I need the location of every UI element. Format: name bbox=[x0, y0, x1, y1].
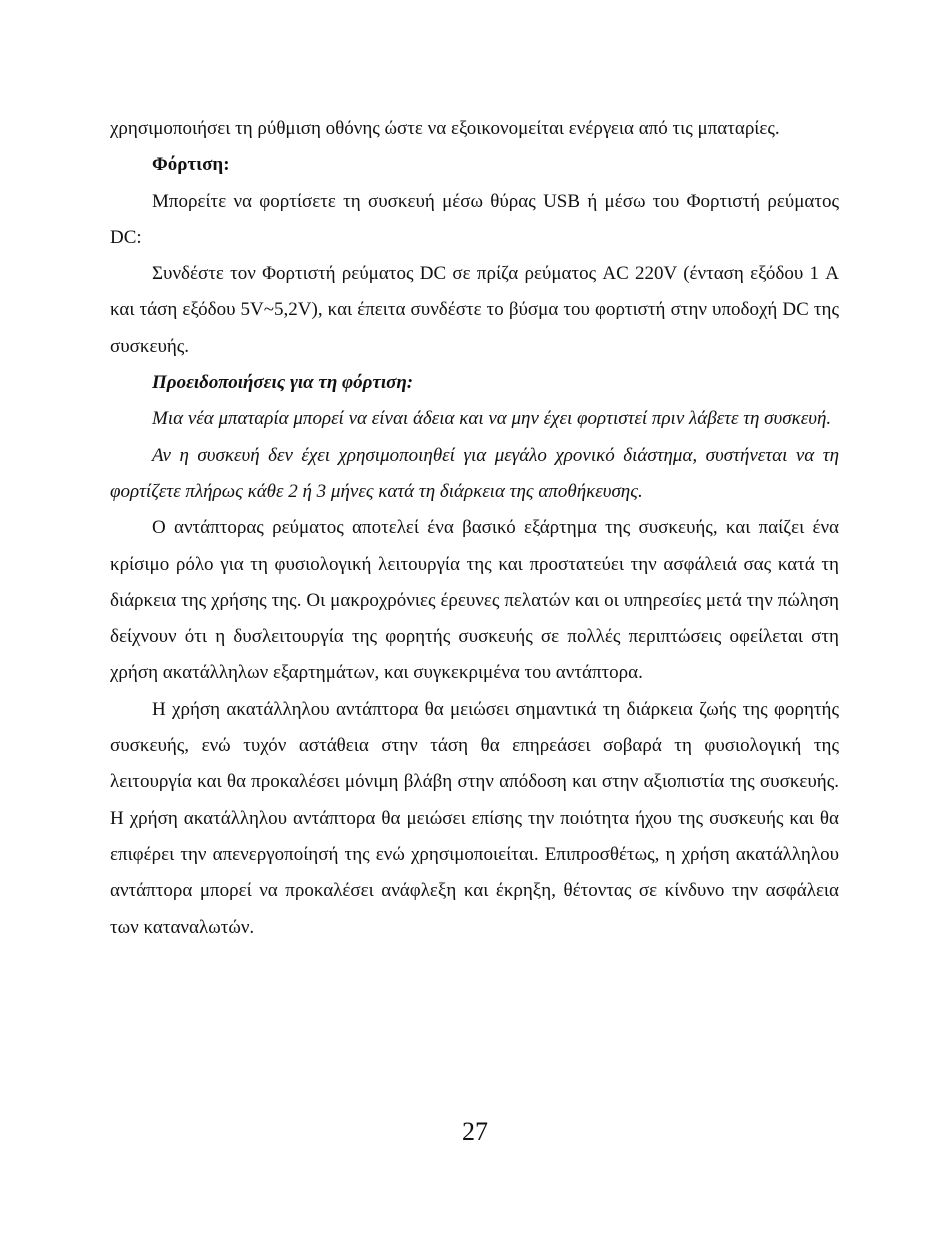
heading-charging: Φόρτιση: bbox=[152, 154, 230, 176]
paragraph-connect-charger: Συνδέστε τον Φορτιστή ρεύματος DC σε πρίζα ρεύματος AC 220V (ένταση εξόδου 1 A και τάση εξόδου 5V~5,2V), και έπειτα συνδέστε το βύσμα του φορτιστή στην υποδοχή DC της συσκευής. bbox=[110, 263, 839, 357]
paragraph-charging-methods: Μπορείτε να φορτίσετε τη συσκευή μέσω θύρας USB ή μέσω του Φορτιστή ρεύματος DC: bbox=[110, 190, 839, 248]
paragraph-warning-new-battery: Μια νέα μπαταρία μπορεί να είναι άδεια και να μην έχει φορτιστεί πριν λάβετε τη συσκευή. bbox=[152, 408, 832, 430]
paragraph-adapter-importance: Ο αντάπτορας ρεύματος αποτελεί ένα βασικό εξάρτημα της συσκευής, και παίζει ένα κρίσιμο ρόλο για τη φυσιολογική λειτουργία της και προστατεύει την ασφάλειά σας κατά τη διάρκεια της χρήσης της. Οι μακροχρόνιες έρευνες πελατών και οι υπηρεσίες μετά την πώληση δείχνουν ότι η δυσλειτουργία της φορητής συσκευής σε πολλές περιπτώσεις οφείλεται στη χρήση ακατάλληλων εξαρτημάτων, και συγκεκριμένα του αντάπτορα. bbox=[110, 517, 839, 684]
paragraph-warning-storage: Αν η συσκευή δεν έχει χρησιμοποιηθεί για μεγάλο χρονικό διάστημα, συστήνεται να τη φορτίζετε πλήρως κάθε 2 ή 3 μήνες κατά τη διάρκεια της αποθήκευσης. bbox=[110, 444, 839, 502]
paragraph-adapter-risks: Η χρήση ακατάλληλου αντάπτορα θα μειώσει σημαντικά τη διάρκεια ζωής της φορητής συσκευής, ενώ τυχόν αστάθεια στην τάση θα επηρεάσει σοβαρά τη φυσιολογική της λειτουργία και θα προκαλέσει μόνιμη βλάβη στην απόδοση και στην αξιοπιστία της συσκευής. Η χρήση ακατάλληλου αντάπτορα θα μειώσει επίσης την ποιότητα ήχου της συσκευής και θα επιφέρει την απενεργοποίησή της ενώ χρησιμοποιείται. Επιπροσθέτως, η χρήση ακατάλληλου αντάπτορα μπορεί να προκαλέσει ανάφλεξη και έκρηξη, θέτοντας σε κίνδυνο την ασφάλεια των καταναλωτών. bbox=[110, 698, 839, 938]
page-number: 27 bbox=[462, 1117, 488, 1146]
page-body bbox=[110, 111, 839, 946]
heading-charging-warnings: Προειδοποιήσεις για τη φόρτιση: bbox=[152, 372, 414, 394]
paragraph-continuation: χρησιμοποιήσει τη ρύθμιση οθόνης ώστε να εξοικονομείται ενέργεια από τις μπαταρίες. bbox=[110, 118, 780, 139]
